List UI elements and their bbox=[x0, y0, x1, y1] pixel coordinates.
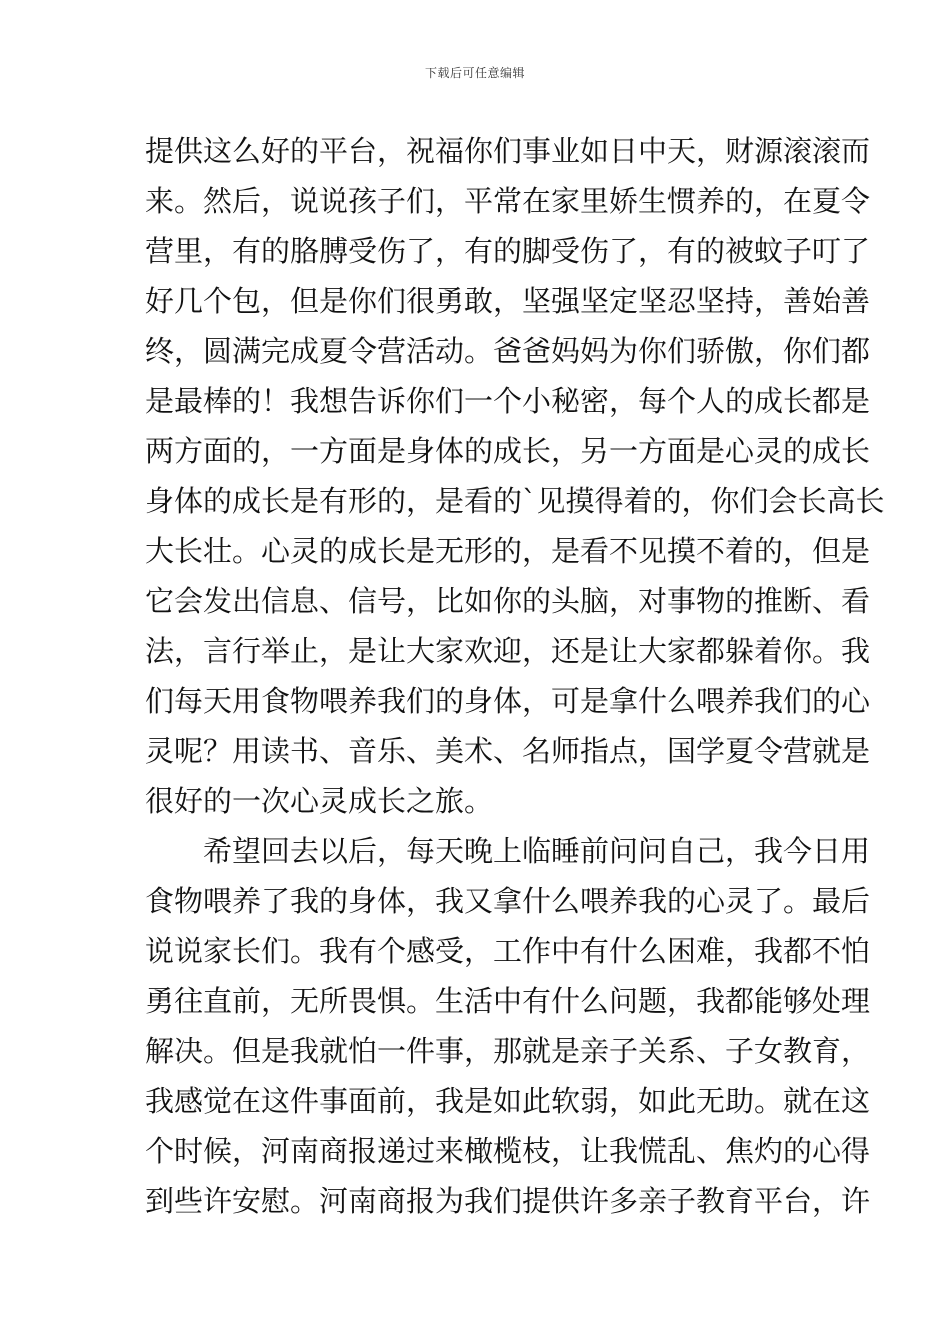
text-line: 灵呢？用读书、音乐、美术、名师指点，国学夏令营就是 bbox=[145, 734, 871, 768]
text-line: 勇往直前，无所畏惧。生活中有什么问题，我都能够处理 bbox=[145, 984, 871, 1018]
text-line: 身体的成长是有形的，是看的`见摸得着的，你们会长高长 bbox=[145, 484, 885, 518]
text-line: 法，言行举止，是让大家欢迎，还是让大家都躲着你。我 bbox=[145, 634, 871, 668]
text-line: 说说家长们。我有个感受，工作中有什么困难，我都不怕 bbox=[145, 934, 871, 968]
text-line: 很好的一次心灵成长之旅。 bbox=[145, 784, 494, 818]
text-line: 营里，有的胳膊受伤了，有的脚受伤了，有的被蚊子叮了 bbox=[145, 234, 871, 268]
text-line: 到些许安慰。河南商报为我们提供许多亲子教育平台，许 bbox=[145, 1184, 871, 1218]
text-line: 我感觉在这件事面前，我是如此软弱，如此无助。就在这 bbox=[145, 1084, 871, 1118]
text-line: 大长壮。心灵的成长是无形的，是看不见摸不着的，但是 bbox=[145, 534, 871, 568]
text-line: 好几个包，但是你们很勇敢，坚强坚定坚忍坚持，善始善 bbox=[145, 284, 871, 318]
text-line: 食物喂养了我的身体，我又拿什么喂养我的心灵了。最后 bbox=[145, 884, 871, 918]
text-line: 终，圆满完成夏令营活动。爸爸妈妈为你们骄傲，你们都 bbox=[145, 334, 871, 368]
text-line: 来。然后，说说孩子们，平常在家里娇生惯养的，在夏令 bbox=[145, 184, 871, 218]
page-header: 下载后可任意编辑 bbox=[424, 66, 525, 80]
text-line: 两方面的，一方面是身体的成长，另一方面是心灵的成长 bbox=[145, 434, 871, 468]
text-line: 是最棒的！我想告诉你们一个小秘密，每个人的成长都是 bbox=[145, 384, 871, 418]
text-line: 们每天用食物喂养我们的身体，可是拿什么喂养我们的心 bbox=[145, 684, 871, 718]
text-line: 解决。但是我就怕一件事，那就是亲子关系、子女教育， bbox=[145, 1034, 871, 1068]
text-line: 个时候，河南商报递过来橄榄枝，让我慌乱、焦灼的心得 bbox=[145, 1134, 871, 1168]
paragraph-2 bbox=[145, 826, 871, 1226]
body-text bbox=[145, 126, 885, 1226]
paragraph-1 bbox=[145, 126, 885, 826]
text-line: 提供这么好的平台，祝福你们事业如日中天，财源滚滚而 bbox=[145, 134, 871, 168]
text-line: 它会发出信息、信号，比如你的头脑，对事物的推断、看 bbox=[145, 584, 871, 618]
text-line: 希望回去以后，每天晚上临睡前问问自己，我今日用 bbox=[203, 834, 871, 868]
